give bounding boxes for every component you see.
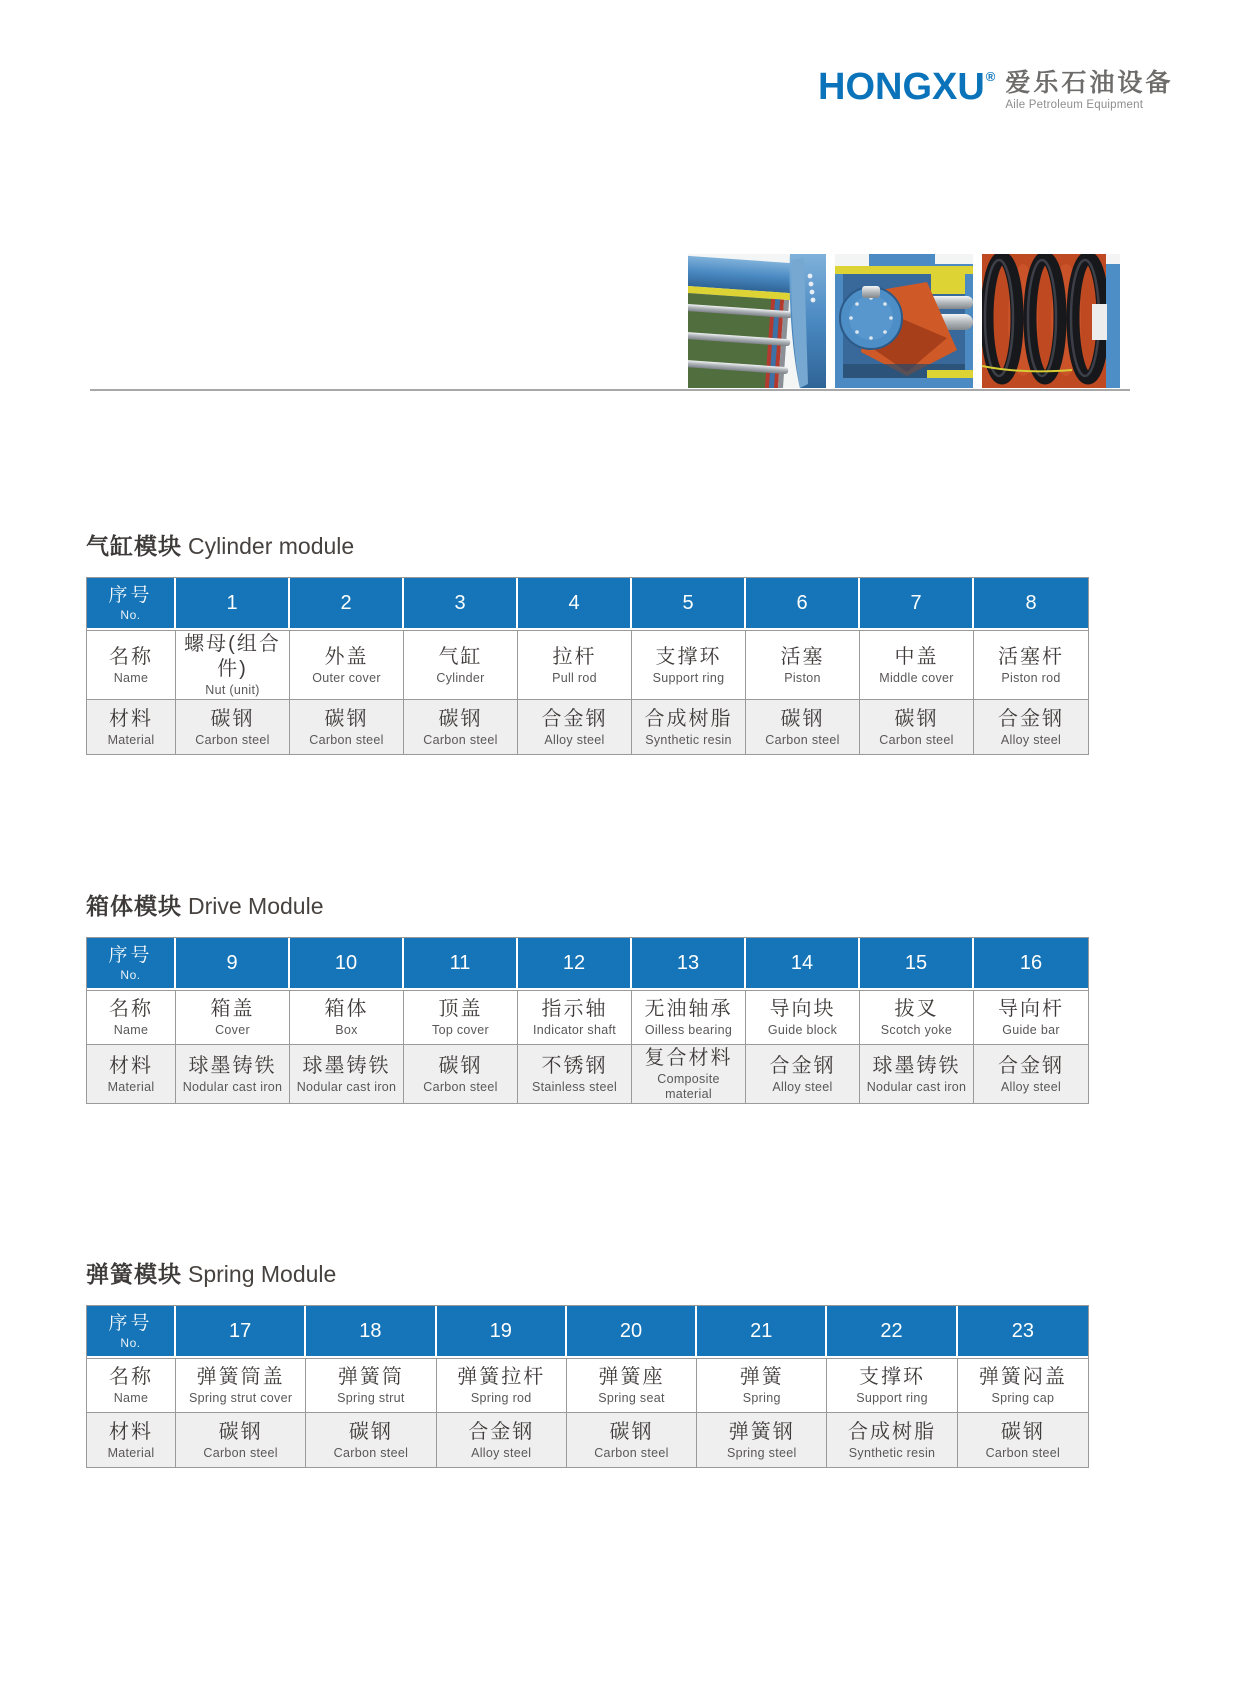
cell-text-en: Pull rod — [552, 670, 597, 685]
cell-text-en: Alloy steel — [772, 1079, 833, 1094]
cell-text-cn: 弹簧 — [739, 1366, 784, 1388]
cell-text-en: Spring strut — [337, 1391, 405, 1405]
cell-text-cn: 碳钢 — [894, 707, 939, 730]
part-no-cell: 14 — [746, 938, 860, 990]
part-material-cell — [518, 1044, 632, 1103]
cell-text-cn: 指示轴 — [541, 998, 608, 1020]
part-no-cell: 19 — [437, 1306, 567, 1358]
cell-text-cn: 碳钢 — [218, 1420, 263, 1443]
no-label-en: No. — [120, 1335, 141, 1350]
cell-text-en: Nodular cast iron — [296, 1079, 397, 1094]
cell-text-en: Support ring — [652, 670, 725, 685]
name-label-cell — [87, 990, 176, 1044]
part-material-cell — [176, 699, 290, 754]
cell-text-en: Carbon steel — [985, 1445, 1061, 1460]
name-label-en: Name — [113, 670, 149, 685]
cell-text-en: Box — [335, 1023, 358, 1037]
part-no-cell: 23 — [958, 1306, 1088, 1358]
name-label-cn: 名称 — [109, 998, 153, 1020]
material-label-cn: 材料 — [109, 707, 153, 730]
part-no-cell: 16 — [974, 938, 1088, 990]
cell-text-en: Synthetic resin — [848, 1445, 936, 1460]
cell-text-cn: 外盖 — [324, 645, 369, 668]
part-material-cell — [176, 1044, 290, 1103]
part-name-cell — [437, 1358, 567, 1412]
part-material-cell — [860, 699, 974, 754]
cell-text-en: Composite material — [657, 1072, 720, 1101]
cell-text-cn: 活塞杆 — [998, 645, 1064, 668]
part-no-cell: 18 — [306, 1306, 436, 1358]
material-label-cell — [87, 699, 176, 754]
part-no-cell: 20 — [567, 1306, 697, 1358]
logo-wordmark: HONGXU — [818, 66, 985, 108]
section-drive-module — [86, 890, 1089, 1104]
no-label-en: No. — [120, 607, 141, 622]
cell-text-en: Outer cover — [312, 670, 381, 685]
part-name-cell — [746, 990, 860, 1044]
table-row-name — [87, 990, 1088, 1044]
header-divider — [90, 389, 1130, 391]
part-name-cell — [974, 630, 1088, 699]
cell-text-cn: 球墨铸铁 — [302, 1054, 391, 1077]
cell-text-en: Support ring — [856, 1391, 928, 1405]
scotch-yoke-cutaway-photo — [835, 254, 973, 388]
cell-text-cn: 箱盖 — [210, 998, 255, 1020]
cell-text-en: Piston rod — [1001, 670, 1061, 685]
cell-text-en: Carbon steel — [879, 732, 954, 747]
part-no-cell: 7 — [860, 578, 974, 630]
cell-text-cn: 合成树脂 — [644, 707, 733, 730]
section-title-en: Drive Module — [188, 893, 324, 919]
cell-text-cn: 中盖 — [894, 645, 939, 668]
cell-text-cn: 合金钢 — [998, 707, 1064, 730]
cell-text-cn: 活塞 — [780, 645, 825, 668]
part-no-cell: 1 — [176, 578, 290, 630]
part-no-cell: 13 — [632, 938, 746, 990]
cell-text-en: Indicator shaft — [532, 1023, 616, 1037]
part-name-cell — [958, 1358, 1088, 1412]
cell-text-en: Carbon steel — [765, 732, 840, 747]
part-no-cell: 10 — [290, 938, 404, 990]
part-name-cell — [827, 1358, 957, 1412]
no-label-en: No. — [120, 967, 141, 982]
name-label-cn: 名称 — [109, 1366, 153, 1388]
part-no-cell: 21 — [697, 1306, 827, 1358]
cell-text-en: Carbon steel — [423, 1079, 498, 1094]
part-name-cell — [518, 990, 632, 1044]
part-no-cell: 9 — [176, 938, 290, 990]
cell-text-en: Nodular cast iron — [866, 1079, 967, 1094]
part-material-cell — [567, 1412, 697, 1467]
cell-text-cn: 不锈钢 — [541, 1054, 608, 1077]
name-label-cell — [87, 1358, 176, 1412]
no-label-cn: 序号 — [108, 584, 153, 606]
no-label-cn: 序号 — [108, 1312, 153, 1334]
section-title — [86, 530, 1089, 562]
section-title-en: Spring Module — [188, 1261, 337, 1287]
cell-text-cn: 螺母(组合件) — [184, 633, 281, 680]
part-no-cell: 8 — [974, 578, 1088, 630]
cell-text-en: Carbon steel — [309, 732, 384, 747]
cylinder-module-cutaway-photo — [688, 254, 826, 388]
material-label-en: Material — [107, 732, 155, 747]
part-name-cell — [518, 630, 632, 699]
cell-text-cn: 支撑环 — [859, 1366, 926, 1388]
part-no-cell: 12 — [518, 938, 632, 990]
section-title — [86, 1258, 1089, 1290]
table-row-material — [87, 699, 1088, 754]
logo-brand-text — [818, 66, 995, 108]
part-material-cell — [746, 699, 860, 754]
cell-text-en: Guide bar — [1002, 1023, 1060, 1037]
cell-text-en: Carbon steel — [423, 732, 498, 747]
part-name-cell — [404, 630, 518, 699]
part-material-cell — [958, 1412, 1088, 1467]
no-label-cn: 序号 — [108, 944, 153, 966]
cell-text-en: Alloy steel — [471, 1445, 532, 1460]
section-title — [86, 890, 1089, 922]
part-name-cell — [176, 990, 290, 1044]
cell-text-cn: 气缸 — [438, 645, 483, 668]
cell-text-en: Nut (unit) — [205, 683, 260, 697]
material-label-cn: 材料 — [109, 1420, 153, 1443]
part-no-cell: 22 — [827, 1306, 957, 1358]
part-name-cell — [290, 990, 404, 1044]
cell-text-cn: 合金钢 — [769, 1054, 836, 1077]
cylinder-cutaway-graphic — [688, 254, 826, 388]
cell-text-en: Middle cover — [879, 670, 954, 685]
yoke-cutaway-graphic — [835, 254, 973, 388]
drive-module-table — [86, 937, 1089, 1104]
section-title-cn: 弹簧模块 — [86, 1261, 182, 1287]
cell-text-en: Carbon steel — [594, 1445, 669, 1460]
part-name-cell — [974, 990, 1088, 1044]
part-name-cell — [746, 630, 860, 699]
cell-text-en: Carbon steel — [195, 732, 270, 747]
cell-text-cn: 拔叉 — [894, 998, 939, 1020]
part-no-cell: 3 — [404, 578, 518, 630]
name-label-cell — [87, 630, 176, 699]
cell-text-en: Synthetic resin — [645, 732, 732, 747]
part-name-cell — [404, 990, 518, 1044]
part-material-cell — [974, 1044, 1088, 1103]
part-no-cell: 4 — [518, 578, 632, 630]
cell-text-cn: 弹簧闷盖 — [978, 1366, 1067, 1388]
cell-text-cn: 合金钢 — [468, 1420, 535, 1443]
cell-text-en: Spring — [742, 1391, 781, 1405]
part-material-cell — [404, 699, 518, 754]
section-cylinder-module — [86, 530, 1089, 755]
cell-text-en: Nodular cast iron — [182, 1079, 283, 1094]
cell-text-en: Cover — [215, 1023, 250, 1037]
table-row-name — [87, 1358, 1088, 1412]
part-no-cell: 5 — [632, 578, 746, 630]
section-spring-module — [86, 1258, 1089, 1468]
cell-text-en: Alloy steel — [1000, 1079, 1062, 1094]
cell-text-cn: 弹簧钢 — [728, 1420, 795, 1443]
section-title-cn: 气缸模块 — [86, 533, 182, 559]
part-no-cell: 6 — [746, 578, 860, 630]
cell-text-cn: 箱体 — [324, 998, 369, 1020]
logo-subtext — [1005, 70, 1173, 111]
cell-text-en: Spring steel — [726, 1445, 797, 1460]
cell-text-cn: 无油轴承 — [644, 998, 733, 1020]
spring-cutaway-graphic — [982, 254, 1120, 388]
part-name-cell — [632, 630, 746, 699]
cell-text-en: Alloy steel — [1000, 732, 1062, 747]
material-label-cn: 材料 — [109, 1054, 153, 1077]
part-material-cell — [404, 1044, 518, 1103]
cell-text-cn: 导向块 — [769, 998, 836, 1020]
part-material-cell — [437, 1412, 567, 1467]
cell-text-cn: 合金钢 — [998, 1054, 1064, 1077]
part-material-cell — [632, 699, 746, 754]
part-name-cell — [306, 1358, 436, 1412]
cell-text-cn: 弹簧座 — [598, 1366, 665, 1388]
registered-trademark-icon: ® — [985, 69, 996, 84]
table-row-material — [87, 1044, 1088, 1103]
part-material-cell — [697, 1412, 827, 1467]
part-no-cell: 2 — [290, 578, 404, 630]
part-material-cell — [290, 1044, 404, 1103]
cylinder-module-table — [86, 577, 1089, 755]
cell-text-cn: 碳钢 — [438, 1054, 483, 1077]
part-no-cell: 15 — [860, 938, 974, 990]
cell-text-en: Carbon steel — [203, 1445, 278, 1460]
cell-text-cn: 合成树脂 — [848, 1420, 937, 1443]
cell-text-en: Spring rod — [470, 1391, 532, 1405]
part-name-cell — [567, 1358, 697, 1412]
name-label-cn: 名称 — [109, 645, 153, 668]
no-label-cell — [87, 578, 176, 630]
part-material-cell — [306, 1412, 436, 1467]
cell-text-en: Spring cap — [991, 1391, 1055, 1405]
cell-text-en: Spring strut cover — [188, 1391, 293, 1405]
part-material-cell — [518, 699, 632, 754]
cell-text-cn: 复合材料 — [644, 1047, 733, 1069]
product-photo-strip — [688, 254, 1120, 388]
cell-text-cn: 弹簧筒盖 — [196, 1366, 285, 1388]
cell-text-cn: 碳钢 — [210, 707, 255, 730]
material-label-cell — [87, 1412, 176, 1467]
cell-text-cn: 弹簧筒 — [337, 1366, 404, 1388]
part-material-cell — [632, 1044, 746, 1103]
part-name-cell — [860, 630, 974, 699]
name-label-en: Name — [113, 1023, 149, 1037]
cell-text-en: Piston — [784, 670, 821, 685]
table-row-name — [87, 630, 1088, 699]
cell-text-en: Stainless steel — [531, 1079, 618, 1094]
no-label-cell — [87, 938, 176, 990]
part-material-cell — [827, 1412, 957, 1467]
section-title-en: Cylinder module — [188, 533, 355, 559]
spring-module-table — [86, 1305, 1089, 1468]
part-name-cell — [176, 1358, 306, 1412]
cell-text-cn: 碳钢 — [609, 1420, 654, 1443]
part-no-cell: 17 — [176, 1306, 306, 1358]
part-material-cell — [176, 1412, 306, 1467]
material-label-en: Material — [107, 1445, 155, 1460]
cell-text-en: Guide block — [767, 1023, 838, 1037]
cell-text-cn: 碳钢 — [780, 707, 825, 730]
cell-text-en: Top cover — [432, 1023, 489, 1037]
cell-text-cn: 球墨铸铁 — [872, 1054, 961, 1077]
cell-text-cn: 拉杆 — [552, 645, 597, 668]
cell-text-cn: 碳钢 — [324, 707, 369, 730]
cell-text-cn: 碳钢 — [1000, 1420, 1045, 1443]
no-label-cell — [87, 1306, 176, 1358]
cell-text-en: Cylinder — [436, 670, 485, 685]
part-name-cell — [632, 990, 746, 1044]
cell-text-en: Spring seat — [598, 1391, 665, 1405]
logo-english-name: Aile Petroleum Equipment — [1005, 99, 1144, 111]
part-material-cell — [860, 1044, 974, 1103]
part-name-cell — [176, 630, 290, 699]
part-no-cell: 11 — [404, 938, 518, 990]
cell-text-cn: 导向杆 — [998, 998, 1064, 1020]
part-name-cell — [290, 630, 404, 699]
spring-module-cutaway-photo — [982, 254, 1120, 388]
cell-text-en: Scotch yoke — [880, 1023, 953, 1037]
cell-text-en: Alloy steel — [544, 732, 605, 747]
part-material-cell — [290, 699, 404, 754]
cell-text-cn: 顶盖 — [438, 998, 483, 1020]
cell-text-cn: 碳钢 — [438, 707, 483, 730]
part-name-cell — [860, 990, 974, 1044]
cell-text-cn: 碳钢 — [348, 1420, 393, 1443]
table-row-no — [87, 578, 1088, 630]
part-material-cell — [974, 699, 1088, 754]
cell-text-cn: 合金钢 — [541, 707, 608, 730]
cell-text-cn: 支撑环 — [655, 645, 722, 668]
table-row-material — [87, 1412, 1088, 1467]
part-name-cell — [697, 1358, 827, 1412]
logo-chinese-name: 爱乐石油设备 — [1005, 69, 1174, 97]
table-row-no — [87, 938, 1088, 990]
material-label-en: Material — [107, 1079, 155, 1094]
name-label-en: Name — [113, 1391, 149, 1405]
cell-text-en: Carbon steel — [333, 1445, 409, 1460]
part-material-cell — [746, 1044, 860, 1103]
section-title-cn: 箱体模块 — [86, 893, 182, 919]
material-label-cell — [87, 1044, 176, 1103]
table-row-no — [87, 1306, 1088, 1358]
hongxu-logo — [818, 66, 1173, 111]
cell-text-cn: 弹簧拉杆 — [457, 1366, 546, 1388]
cell-text-cn: 球墨铸铁 — [188, 1054, 277, 1077]
cell-text-en: Oilless bearing — [644, 1023, 733, 1037]
